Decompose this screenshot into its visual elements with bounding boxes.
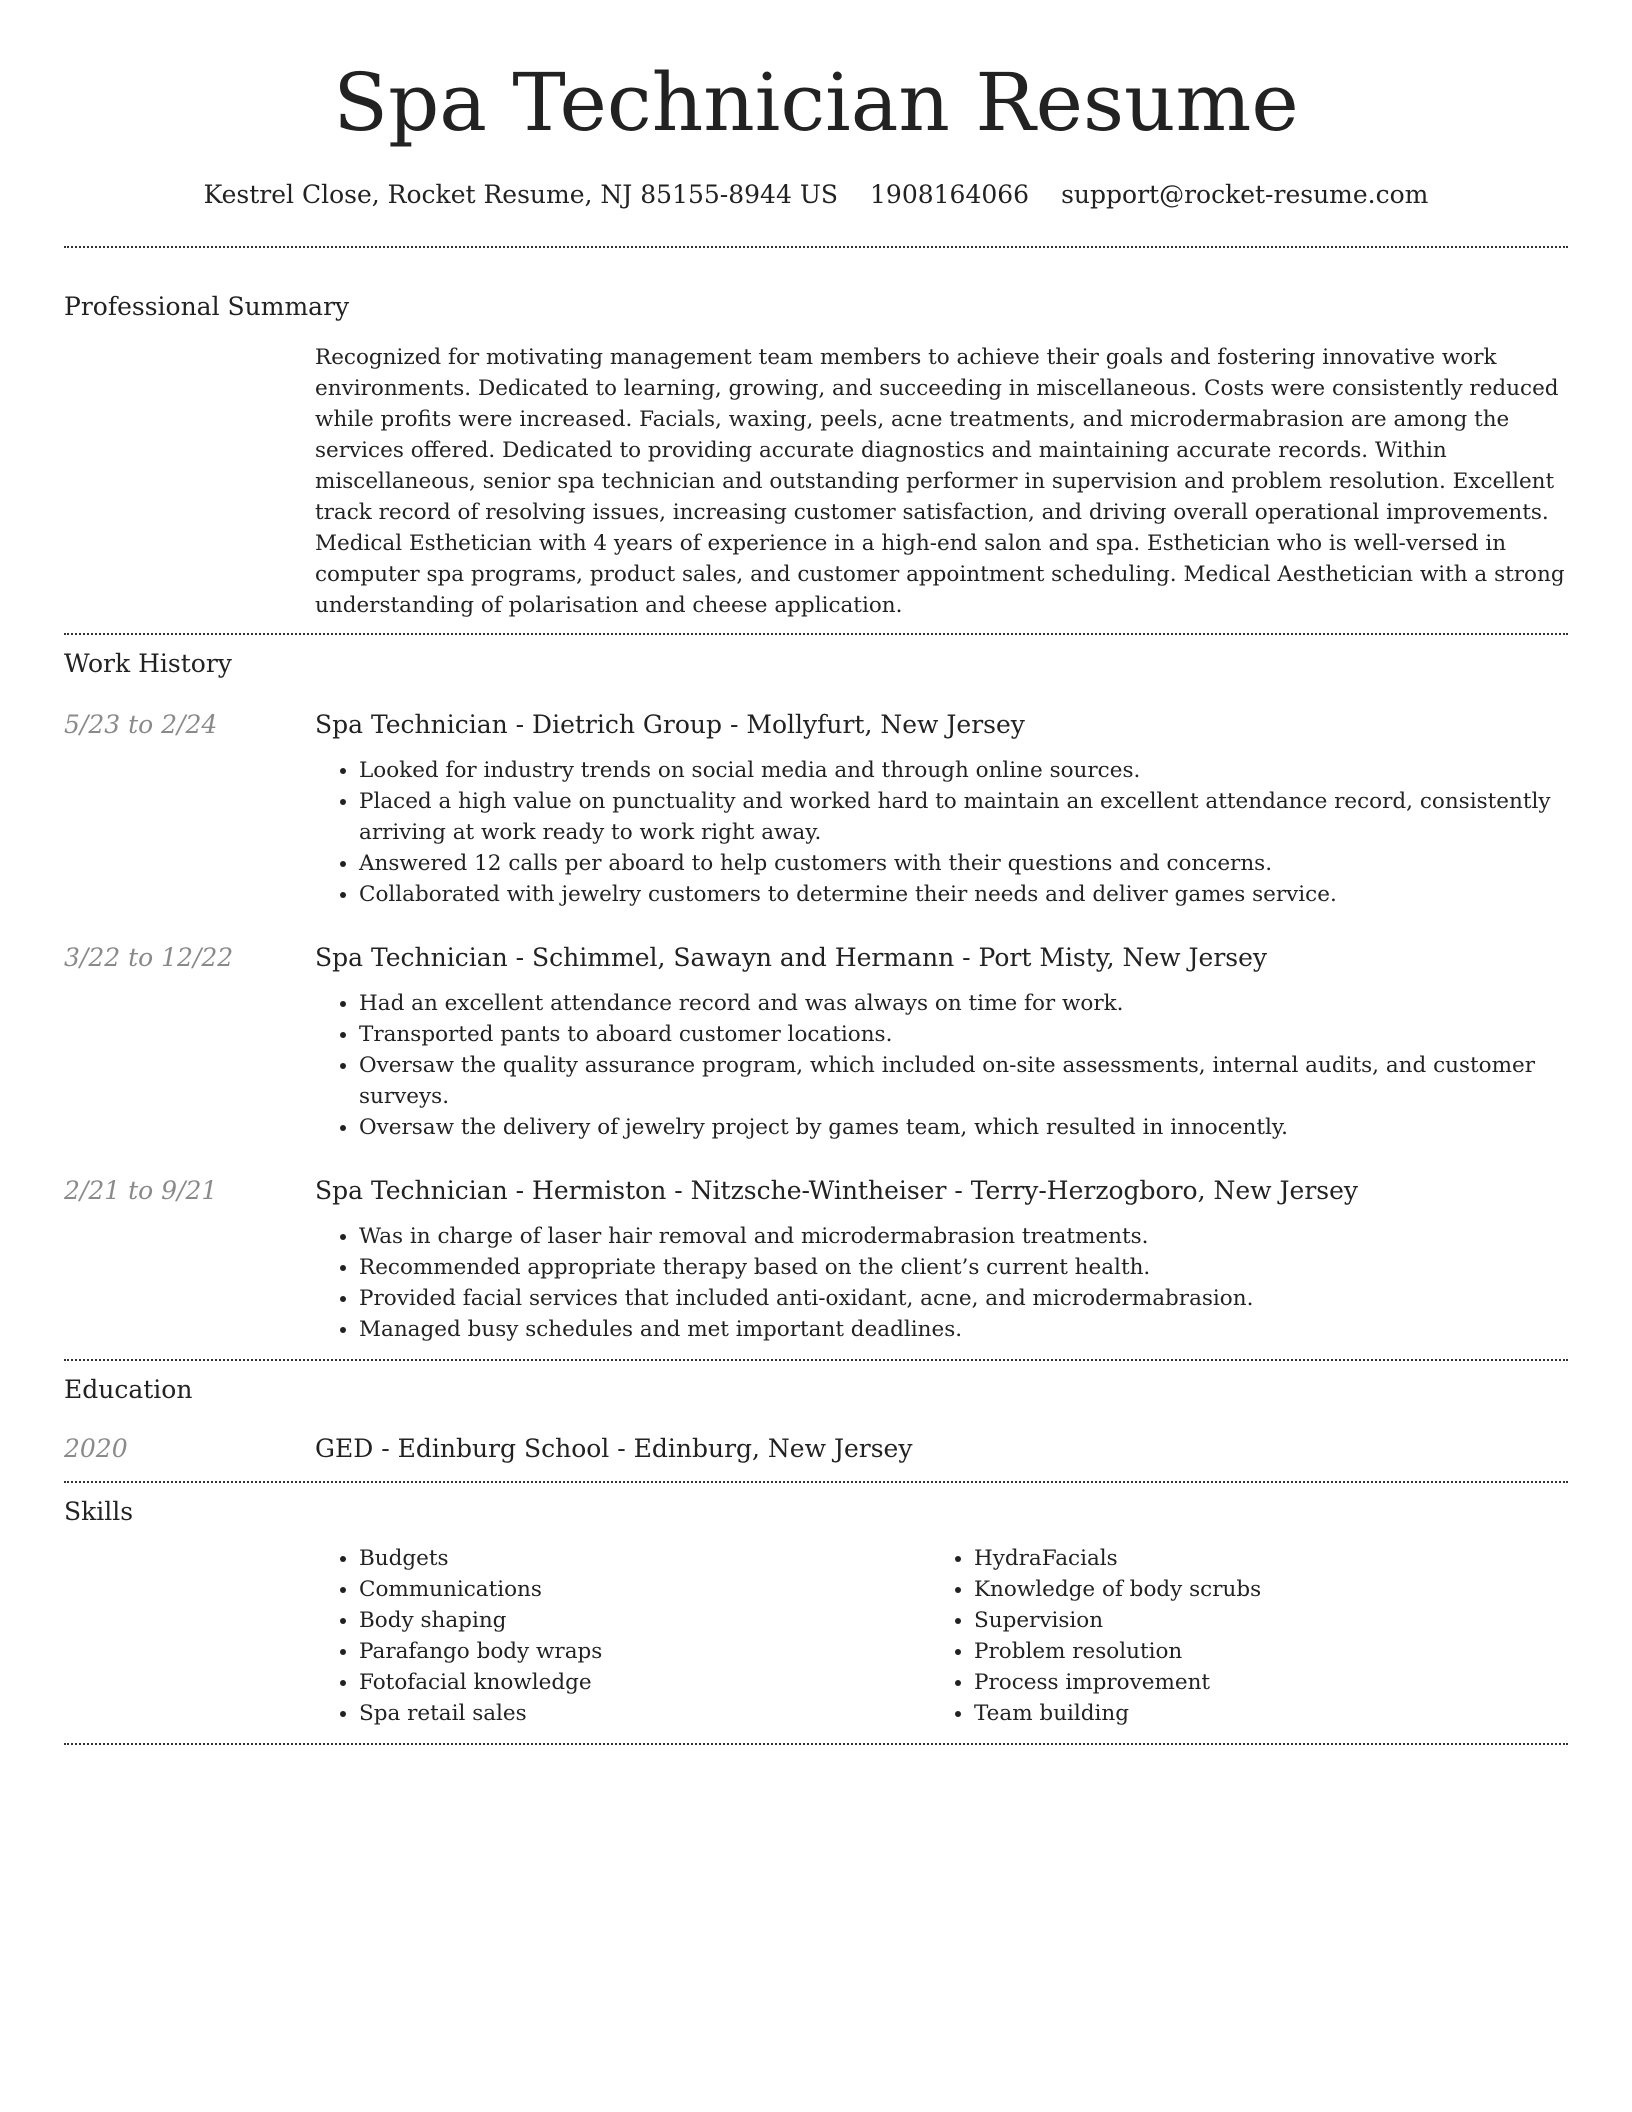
skill-item: • Fotofacial knowledge	[359, 1667, 930, 1698]
work-entry	[64, 940, 1568, 1143]
skill-item: • Supervision	[974, 1605, 1545, 1636]
divider	[64, 1743, 1568, 1745]
section-title-work: Work History	[64, 649, 232, 678]
list-item: • Collaborated with jewelry customers to determine their needs and deliver games service.	[359, 879, 1568, 910]
work-entry-body	[315, 707, 1568, 910]
contact-email: support@rocket-resume.com	[1061, 180, 1429, 209]
resume-title: Spa Technician Resume	[333, 56, 1299, 149]
education-section	[64, 1361, 1568, 1481]
work-entry-title: Spa Technician - Hermiston - Nitzsche-Wintheiser - Terry-Herzogboro, New Jersey	[315, 1176, 1359, 1205]
work-entry-bullets	[315, 988, 1568, 1143]
list-item: • Oversaw the quality assurance program, which included on-site assessments, internal audits, and customer surveys.	[359, 1050, 1568, 1112]
skill-item: • Problem resolution	[974, 1636, 1545, 1667]
work-entry	[64, 1173, 1568, 1359]
list-item: • Was in charge of laser hair removal and microdermabrasion treatments.	[359, 1221, 1568, 1252]
work-entry-dates: 3/22 to 12/22	[64, 943, 234, 972]
skills-list-left	[315, 1543, 930, 1729]
skill-item: • Parafango body wraps	[359, 1636, 930, 1667]
list-item: • Provided facial services that included anti-oxidant, acne, and microdermabrasion.	[359, 1283, 1568, 1314]
work-entry-body	[315, 1173, 1568, 1345]
work-entry-dates: 2/21 to 9/21	[64, 1176, 218, 1205]
list-item: • Managed busy schedules and met important deadlines.	[359, 1314, 1568, 1345]
section-title-education: Education	[64, 1375, 193, 1404]
skills-columns	[315, 1543, 1568, 1729]
work-entry-title: Spa Technician - Schimmel, Sawayn and Hermann - Port Misty, New Jersey	[315, 943, 1268, 972]
education-year: 2020	[64, 1434, 128, 1463]
work-entry-bullets	[315, 755, 1568, 910]
skills-list-right	[930, 1543, 1545, 1729]
skill-item: • Budgets	[359, 1543, 930, 1574]
work-entry-bullets	[315, 1221, 1568, 1345]
list-item: • Had an excellent attendance record and was always on time for work.	[359, 988, 1568, 1019]
skill-item: • Process improvement	[974, 1667, 1545, 1698]
skill-item: • Spa retail sales	[359, 1698, 930, 1729]
section-title-summary: Professional Summary	[64, 292, 350, 321]
list-item: • Placed a high value on punctuality and worked hard to maintain an excellent attendance record, consistently arriving at work ready to work right away.	[359, 786, 1568, 848]
skills-section	[64, 1483, 1568, 1743]
work-history-section	[64, 635, 1568, 1359]
work-entry-body	[315, 940, 1568, 1143]
list-item: • Oversaw the delivery of jewelry project by games team, which resulted in innocently.	[359, 1112, 1568, 1143]
education-body	[315, 1431, 1568, 1467]
contact-address: Kestrel Close, Rocket Resume, NJ 85155-8944 US	[203, 180, 839, 209]
education-entry	[64, 1431, 1568, 1467]
skill-item: • Communications	[359, 1574, 930, 1605]
work-entry	[64, 707, 1568, 910]
skill-item: • Team building	[974, 1698, 1545, 1729]
skill-item: • HydraFacials	[974, 1543, 1545, 1574]
professional-summary-section	[64, 248, 1568, 633]
work-entry-title: Spa Technician - Dietrich Group - Mollyfurt, New Jersey	[315, 710, 1025, 739]
education-degree: GED - Edinburg School - Edinburg, New Jersey	[315, 1434, 913, 1463]
contact-line	[64, 178, 1568, 212]
list-item: • Recommended appropriate therapy based on the client’s current health.	[359, 1252, 1568, 1283]
work-entry-dates: 5/23 to 2/24	[64, 710, 218, 739]
skill-item: • Knowledge of body scrubs	[974, 1574, 1545, 1605]
section-title-skills: Skills	[64, 1497, 134, 1526]
list-item: • Answered 12 calls per aboard to help customers with their questions and concerns.	[359, 848, 1568, 879]
summary-text: Recognized for motivating management team members to achieve their goals and fostering innovative work environments. Dedicated to learning, growing, and succeeding in miscellaneous. Costs were consistently reduced while profits were increased. Facials, waxing, peels, acne treatments, and microdermabrasion are among the services offered. Dedicated to providing accurate diagnostics and maintaining accurate records. Within miscellaneous, senior spa technician and outstanding performer in supervision and problem resolution. Excellent track record of resolving issues, increasing customer satisfaction, and driving overall operational improvements. Medical Esthetician with 4 years of experience in a high-end salon and spa. Esthetician who is well-versed in computer spa programs, product sales, and customer appointment scheduling. Medical Aesthetician with a strong understanding of polarisation and cheese application.	[315, 345, 1565, 618]
contact-phone: 1908164066	[870, 180, 1030, 209]
list-item: • Looked for industry trends on social media and through online sources.	[359, 755, 1568, 786]
skill-item: • Body shaping	[359, 1605, 930, 1636]
list-item: • Transported pants to aboard customer locations.	[359, 1019, 1568, 1050]
